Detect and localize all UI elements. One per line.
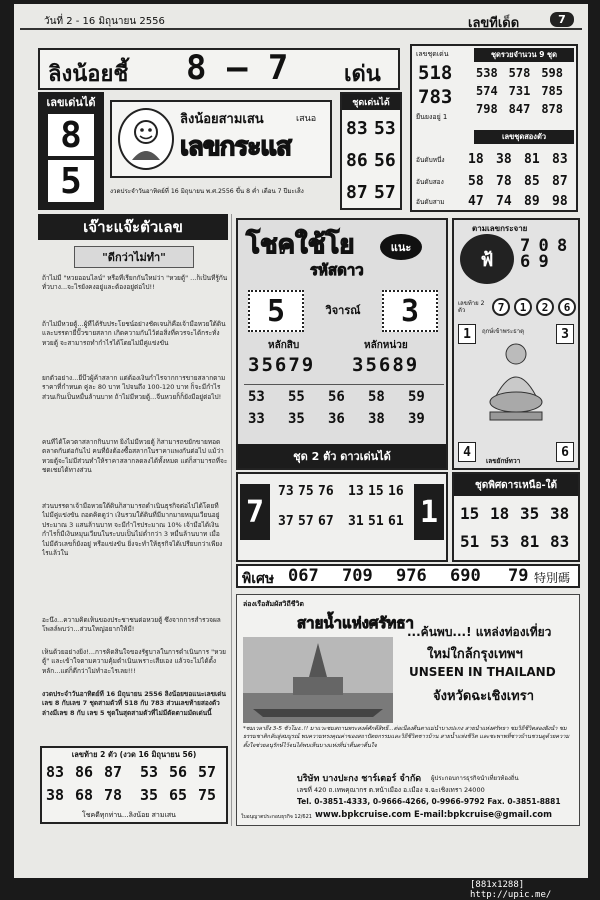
set-number: 56 xyxy=(374,150,396,171)
right-head1-num: 518 xyxy=(418,62,453,84)
ad-line1: ...ค้นพบ...! แหล่งท่องเที่ยว xyxy=(407,625,552,639)
star-middle-number: 57 xyxy=(298,514,314,529)
amulet-big-number: 7 0 8 6 9 xyxy=(520,236,568,272)
monk-statue-icon xyxy=(480,336,552,430)
special-number: 690 xyxy=(450,566,481,586)
pair-num: 78 xyxy=(496,174,512,189)
amulet-circle-digit: 2 xyxy=(536,298,554,316)
lower-number: 56 xyxy=(169,763,188,781)
star-middle-number: 16 xyxy=(388,484,404,499)
lucky-grid-cell: 39 xyxy=(408,411,425,427)
right-head3: เลขชุดสองตัว xyxy=(474,130,574,144)
pair-num: 38 xyxy=(496,152,512,167)
star-middle-number: 75 xyxy=(298,484,314,499)
pair-num: 47 xyxy=(468,194,484,209)
lucky-strip-label: ชุด 2 ตัว ดาวเด่นได้ xyxy=(238,444,446,468)
ad-company-note: ผู้ประกอบการธุรกิจนำเที่ยวท้องถิ่น xyxy=(431,775,519,782)
pair-row-label: อันดับสาม xyxy=(416,198,445,206)
pair-row-label: อันดับหนึ่ง xyxy=(416,156,445,164)
special-number: 067 xyxy=(288,566,319,586)
amulet-corner-digit: 1 xyxy=(458,324,476,344)
pair-num: 81 xyxy=(524,152,540,167)
right-head2: ชุดรวยจำนวน 9 ชุด xyxy=(474,48,574,62)
amulet-circle-digit: 7 xyxy=(492,298,510,316)
lucky-grid-cell: 36 xyxy=(328,411,345,427)
special-number: 79 xyxy=(508,566,529,586)
lucky-tag: แนะ xyxy=(380,234,422,260)
lower-number: 83 xyxy=(46,763,65,781)
set-numbers-box xyxy=(340,92,402,210)
star-side-right: 1 xyxy=(414,484,444,540)
lower-number: 78 xyxy=(104,786,123,804)
lucky-col-left: หลักสิบ xyxy=(268,340,300,351)
two-digit-star-block xyxy=(236,472,448,562)
amulet-title: ตามเลขกระจาย xyxy=(472,224,528,233)
lucky-mid-label: วิจารณ์ xyxy=(325,304,361,317)
lucky-grid-cell: 35 xyxy=(288,411,305,427)
title-left: ลิงน้อยชี้ xyxy=(48,62,129,87)
set-number: 87 xyxy=(346,182,368,203)
nine-set-cell: 798 xyxy=(476,102,498,116)
north-south-block xyxy=(452,472,580,562)
amulet-pair-label: เลขท้าย 2 ตัว xyxy=(458,300,485,314)
ad-address: เลขที่ 420 ถ.เทพคุณากร ต.หน้าเมือง อ.เมือง จ.ฉะเชิงเทรา 24000 xyxy=(297,786,485,794)
star-middle-number: 15 xyxy=(368,484,384,499)
hot-digit-2: 5 xyxy=(48,160,94,202)
pair-row xyxy=(414,172,576,192)
right-number-panel xyxy=(410,44,578,212)
ad-phones: Tel. 0-3851-4333, 0-9666-4266, 0-9966-9792 Fax. 0-3851-8881 xyxy=(297,797,561,806)
pair-row xyxy=(414,150,576,170)
column-signature: โชคดีทุกท่าน...ลิงน้อย สามเสน xyxy=(82,811,176,819)
set-number: 57 xyxy=(374,182,396,203)
ad-line2: ใหม่ใกล้กรุงเทพฯ xyxy=(427,647,523,662)
lucky-grid-cell: 59 xyxy=(408,389,425,405)
star-middle-number: 67 xyxy=(318,514,334,529)
nine-set-cell: 731 xyxy=(508,84,531,98)
amulet-caption-bottom: เลขยักษ์ทวา xyxy=(486,457,521,465)
right-head1-num: 783 xyxy=(418,86,453,108)
column-header: เจ๊าะแจ๊ะตัวเลข xyxy=(38,214,228,240)
article-paragraph: เห็นด้วยอย่างยิ่ง!...การคิดสินใจของรัฐบาลในการดำเนินการ "หวยตู้" และเข้าใจตามความคุ้มดำเนินเพราะเสียเอง แล้วจะไม่ได้ตั้งหลัก...แต่ก็ดีกว่าไม่ทำอะไรเลย!!! xyxy=(42,648,226,675)
logo-line1-small: เสนอ xyxy=(296,114,317,124)
nine-sets-table xyxy=(476,64,574,118)
lower-number-label: เลขท้าย 2 ตัว (งวด 16 มิถุนายน 56) xyxy=(71,750,197,759)
north-south-number: 38 xyxy=(550,504,570,523)
pair-num: 83 xyxy=(552,152,568,167)
amulet-corner-digit: 3 xyxy=(556,324,574,344)
amulet-circle-digit: 1 xyxy=(514,298,532,316)
star-middle-number: 31 xyxy=(348,514,364,529)
ad-web: www.bpkcruise.com E-mail:bpkcruise@gmail.com xyxy=(315,810,552,820)
amulet-emblem-icon: ฟ้ xyxy=(460,234,514,284)
title-numbers: 8 – 7 xyxy=(186,48,289,88)
star-side-left: 7 xyxy=(240,484,270,540)
special-label: พิเศษ xyxy=(242,571,275,587)
lucky-digits-right: 35689 xyxy=(352,354,420,376)
north-south-number: 53 xyxy=(490,532,510,551)
lucky-subtitle: รหัสดาว xyxy=(310,261,364,279)
star-middle-number: 51 xyxy=(368,514,384,529)
lower-number: 86 xyxy=(75,763,94,781)
column-subhead: "ดีกว่าไม่ทำ" xyxy=(74,246,194,268)
north-south-number: 81 xyxy=(520,532,540,551)
lucky-digits-left: 35679 xyxy=(248,354,316,376)
nine-set-cell: 578 xyxy=(508,66,531,80)
newspaper-page xyxy=(14,4,588,878)
pair-num: 87 xyxy=(552,174,568,189)
special-glyph: 特別碼 xyxy=(534,571,571,585)
article-paragraph: ถ้าไม่มีหวยตู้...ผู้ที่ได้รับประโยชน์อย่างชัดเจนก็คือเจ้ามือหวยใต้ดิน และบรรดายี่ปั๊วขายสลาก เกิดความกันไว้ต่อสิ่งที่ควรจะได้กระทั่งหวยตู้ จะสามารถทำกำไรได้โดยไม่มีคู่แข่งขัน xyxy=(42,320,226,347)
nine-set-cell: 574 xyxy=(476,84,498,98)
article-column xyxy=(38,214,232,826)
special-number: 709 xyxy=(342,566,373,586)
pair-row xyxy=(414,192,576,212)
set-number: 83 xyxy=(346,118,368,139)
pair-num: 18 xyxy=(468,152,484,167)
ad-heading: สายน้ำแห่งศรัทธา xyxy=(297,614,414,632)
lucky-big-left: 5 xyxy=(248,290,304,332)
article-paragraph: คนที่ได้โควตาสลากกินบาท ยิ่งไม่มีหวยตู้ ก็สามารถขยักขายทอดตลาดกันต่อกันไป คนที่ยังต้องซื้อสลากในราคาแพงกันต่อไป แม้ว่าหวยตู้จะไม่มีส่วนทำให้ราคาสลากลดลงได้ทั้งหมด แต่ก็สามารถที่จะชดเชยได้ทางส่วน xyxy=(42,438,228,475)
issue-date: วันที่ 2 - 16 มิถุนายน 2556 xyxy=(44,16,165,27)
set-number: 53 xyxy=(374,118,396,139)
ad-line3: UNSEEN IN THAILAND xyxy=(409,665,556,679)
monkey-logo-icon xyxy=(118,108,174,170)
north-south-number: 83 xyxy=(550,532,570,551)
pair-num: 89 xyxy=(524,194,540,209)
star-middle-number: 37 xyxy=(278,514,294,529)
logo-block xyxy=(110,100,332,178)
right-head1-foot: ยืนยงอยู่ 1 xyxy=(416,113,448,121)
article-paragraph: ยกตัวอย่าง...ยี่ปั๊วผู้ค้าสลาก แต่ต้องเงินกำไรจากการขายสลากตามราคาที่กำหนด คู่ละ 80 บาท ไปจนถึง 100-120 บาท ก็จะมีกำไรส่วนเกินเป็นหมื่นล้านบาท ถ้าไม่มีหวยตู้...จีนหวยก็ก็ยังมีอยู่ต่อไป! xyxy=(42,374,226,401)
lucky-code-block xyxy=(236,218,448,470)
temple-photo xyxy=(243,637,393,723)
logo-line2: เลขกระแส xyxy=(180,132,291,162)
logo-line1: ลิงน้อยสามเสน xyxy=(180,112,264,127)
nine-set-cell: 785 xyxy=(541,84,563,98)
article-summary: งวดประจำวันอาทิตย์ที่ 16 มิถุนายน 2556 ลิงน้อยขอแนะเลขเด่น เลข 8 กับเลข 7 ชุดสามตัวที่ 518 กับ 783 ส่วนเลขท้ายสองตัวล่างมีเลข 8 กับ เลข 5 ชุดในสุดสามตัวที่ไม่มีตัดตามมัดเด่นนี้ xyxy=(42,690,226,717)
amulet-block xyxy=(452,218,580,470)
lower-number: 53 xyxy=(140,763,159,781)
lower-number: 65 xyxy=(169,786,188,804)
pair-num: 74 xyxy=(496,194,512,209)
lucky-grid-cell: 33 xyxy=(248,411,265,427)
nine-set-cell: 847 xyxy=(508,102,531,116)
amulet-corner-digit: 6 xyxy=(556,442,574,462)
nine-set-cell: 878 xyxy=(541,102,563,116)
special-strip xyxy=(236,564,580,588)
article-paragraph: อะนึ่ง...ความคิดเห็นของประชาชนต่อหวยตู้ ซึ่งจากการสำรวจผลโพลล์พบว่า...ส่วนใหญ่อยากให้มี! xyxy=(42,616,221,634)
north-south-title: ชุดพิศดารเหนือ-ใต้ xyxy=(454,474,578,496)
amulet-corner-digit: 4 xyxy=(458,442,476,462)
pair-num: 98 xyxy=(552,194,568,209)
cruise-advertisement xyxy=(236,594,580,826)
lucky-grid-cell: 58 xyxy=(368,389,385,405)
page-header xyxy=(20,12,582,30)
hot-digits-label: เลขเด่นได้ xyxy=(46,96,96,109)
lucky-grid xyxy=(244,384,444,432)
ad-license: ใบอนุญาตประกอบธุรกิจ 12/621 xyxy=(241,814,312,820)
set-number: 86 xyxy=(346,150,368,171)
page-number: 7 xyxy=(550,12,574,27)
special-number: 976 xyxy=(396,566,427,586)
lucky-grid-cell: 56 xyxy=(328,389,345,405)
lower-number: 75 xyxy=(198,786,217,804)
star-middle-number: 13 xyxy=(348,484,364,499)
lower-number: 68 xyxy=(75,786,94,804)
amulet-circle-digit: 6 xyxy=(558,298,576,316)
ad-tagline: ล่องเรือสัมผัสวิถีชีวิต xyxy=(243,600,304,608)
star-middle-number: 73 xyxy=(278,484,294,499)
ad-line4: จังหวัดฉะเชิงเทรา xyxy=(433,689,535,704)
right-head1: เลขชุดเด่น xyxy=(416,50,449,58)
title-banner xyxy=(38,48,400,90)
star-middle-number: 76 xyxy=(318,484,334,499)
source-watermark: [881x1288] http://upic.me/ xyxy=(470,880,552,900)
pair-row-label: อันดับสอง xyxy=(416,178,444,186)
nine-set-cell: 598 xyxy=(541,66,563,80)
hot-digits-panel xyxy=(38,92,104,210)
pair-num: 58 xyxy=(468,174,484,189)
nine-set-cell: 538 xyxy=(476,66,498,80)
draw-note: งวดประจำวันอาทิตย์ที่ 16 มิถุนายน พ.ศ.2556 ขึ้น 8 ค่ำ เดือน 7 ปีมะเส็ง xyxy=(110,188,304,195)
article-paragraph: ถ้าไม่มี "หวยออนไลน์" หรือที่เรียกกันใหม่ว่า "หวยตู้" ...ก็เป็นที่รู้กันทั่วบาง...จะไรยังคงอยู่และต้องอยู่ต่อไป!! xyxy=(42,274,228,292)
lucky-col-right: หลักหน่วย xyxy=(364,340,408,351)
star-middle-number: 61 xyxy=(388,514,404,529)
north-south-number: 51 xyxy=(460,532,480,551)
ad-company: บริษัท บางปะกง ชาร์เตอร์ จำกัด xyxy=(297,774,422,784)
north-south-number: 15 xyxy=(460,504,480,523)
lower-number-box xyxy=(40,746,228,824)
lucky-grid-cell: 55 xyxy=(288,389,305,405)
article-paragraph: ส่วนบรรดาเจ้ามือหวยใต้ดินก็สามารถดำเนินธุรกิจต่อไปได้โดยที่ไม่มีคู่แข่งขัน ถอดคิดดูว่า เงินรวมใต้ดินที่มีมากมายหมุนเวียนอยู่ประมาณ 3 แสนล้านบาท จะมีกำไรประมาณ 10% เจ้ามือได้เงินกำไรก็มีเงินหมุนเวียนในระบบเป็นไม่ต่ำกว่า 3 หมื่นล้านบาท เมื่อไม่มีตัวเลขก็ยังอยู่ หรือแข่งขัน ยิ่งจะทำให้ธุรกิจได้เปรียบกว่าเพียงไรแล้วใน xyxy=(42,502,223,558)
lucky-grid-cell: 38 xyxy=(368,411,385,427)
lower-number: 57 xyxy=(198,763,217,781)
amulet-caption-top: ฤกษ์เข้าพระธาตุ xyxy=(482,328,525,335)
lower-number: 38 xyxy=(46,786,65,804)
pair-num: 85 xyxy=(524,174,540,189)
set-numbers-label: ชุดเด่นได้ xyxy=(342,94,400,110)
brand-name: เลขทีเด็ด xyxy=(468,16,520,31)
lucky-title: โชคใช้โย xyxy=(246,230,355,260)
north-south-number: 35 xyxy=(520,504,540,523)
lucky-big-right: 3 xyxy=(382,290,438,332)
ad-body: *ชมเวลาถึง 3-5 ชั่วโมง..!! มาแวะชมสถานพระสงค์ศักดิ์สิทธิ์...ต่อเนื่องตื่นตาแม่น้ำบางปะกง สายน้ำแห่งศรัทธา ชมวิถีชีวิตสองฝั่งน้ำ ชมธรรมชาติกลับสู่สมบูรณ์ พบความทรงคุณค่าของสถาปัตยกรรมและวิถีชีวิตชาวบ้าน สายน้ำแห่งชีวิต และชะพาพที่ชาวบ้านชวนดูด้วยความตั้งใจช่วยอนุรักษ์ไว้จนได้พบเห็นบางแห่งที่น่าตื่นตาตื่นใจ xyxy=(243,726,570,749)
title-right: เด่น xyxy=(344,62,381,87)
lower-number: 87 xyxy=(104,763,123,781)
north-south-number: 18 xyxy=(490,504,510,523)
lower-number: 35 xyxy=(140,786,159,804)
lucky-grid-cell: 53 xyxy=(248,389,265,405)
hot-digit-1: 8 xyxy=(48,114,94,156)
